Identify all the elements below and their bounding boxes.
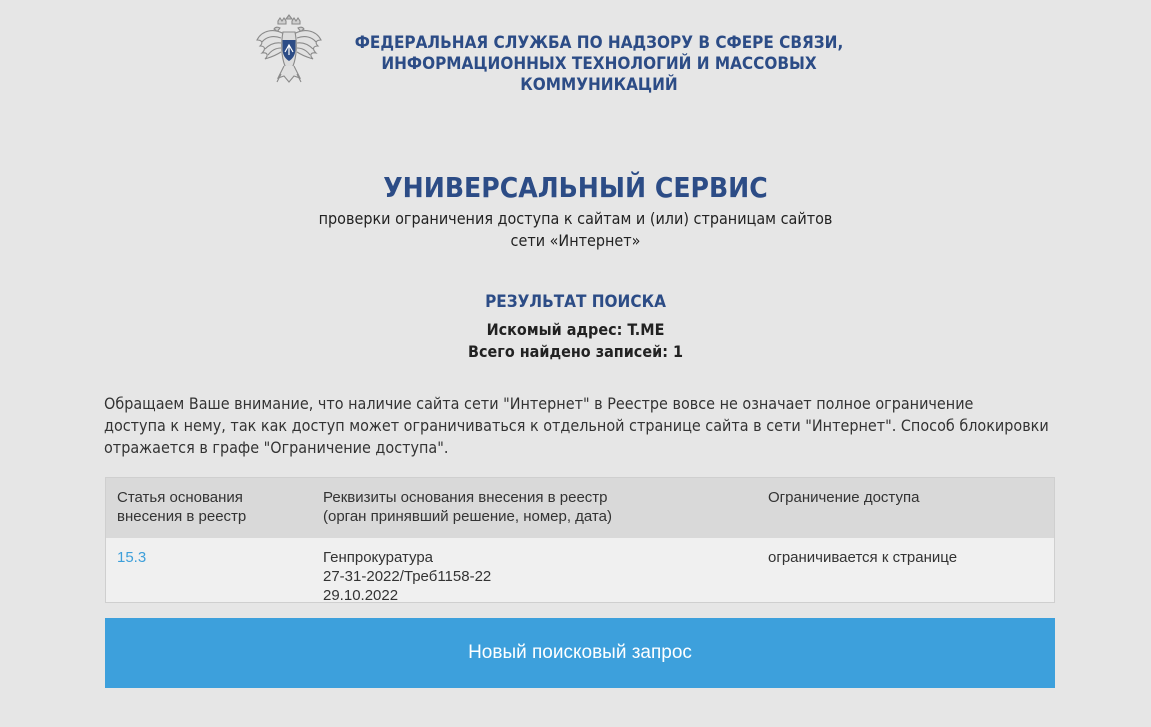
agency-name-line-2: ИНФОРМАЦИОННЫХ ТЕХНОЛОГИЙ И МАССОВЫХ КОММУНИКАЦИЙ	[381, 54, 817, 95]
service-subtitle-line-2: сети «Интернет»	[510, 231, 641, 250]
notice-text	[104, 393, 1064, 459]
results-table	[105, 477, 1055, 603]
column-header-requisites: Реквизиты основания внесения в реестр (орган принявший решение, номер, дата)	[323, 489, 612, 525]
notice-line-3: отражается в графе "Ограничение доступа".	[104, 438, 449, 457]
service-subtitle-line-1: проверки ограничения доступа к сайтам и (или) страницам сайтов	[318, 209, 833, 228]
notice-line-1: Обращаем Ваше внимание, что наличие сайта сети "Интернет" в Реестре вовсе не означает полное ограничение	[104, 394, 974, 413]
total-records-found: Всего найдено записей: 1	[468, 342, 683, 361]
agency-name	[334, 33, 864, 96]
requisites-authority: Генпрокуратура	[323, 549, 434, 566]
service-title: УНИВЕРСАЛЬНЫЙ СЕРВИС	[383, 171, 768, 204]
site-header	[254, 12, 894, 95]
searched-address: Искомый адрес: T.ME	[486, 320, 665, 339]
double-headed-eagle-emblem-icon	[254, 12, 324, 88]
notice-line-2: доступа к нему, так как доступ может ограничиваться к отдельной странице сайта в сети "Интернет". Способ блокировки	[104, 416, 1049, 435]
requisites-date: 29.10.2022	[323, 587, 399, 604]
service-subtitle	[0, 208, 1151, 252]
article-link[interactable]: 15.3	[117, 549, 147, 566]
column-header-article: Статья основания внесения в реестр	[117, 489, 247, 525]
new-search-button[interactable]: Новый поисковый запрос	[105, 618, 1055, 688]
restriction-cell: ограничивается к странице	[768, 549, 958, 566]
agency-name-line-1: ФЕДЕРАЛЬНАЯ СЛУЖБА ПО НАДЗОРУ В СФЕРЕ СВЯЗИ,	[354, 33, 844, 53]
requisites-number: 27-31-2022/Треб1158-22	[323, 568, 492, 585]
search-result-title: РЕЗУЛЬТАТ ПОИСКА	[485, 292, 666, 312]
requisites-cell	[323, 548, 491, 605]
column-header-restriction: Ограничение доступа	[768, 489, 920, 506]
